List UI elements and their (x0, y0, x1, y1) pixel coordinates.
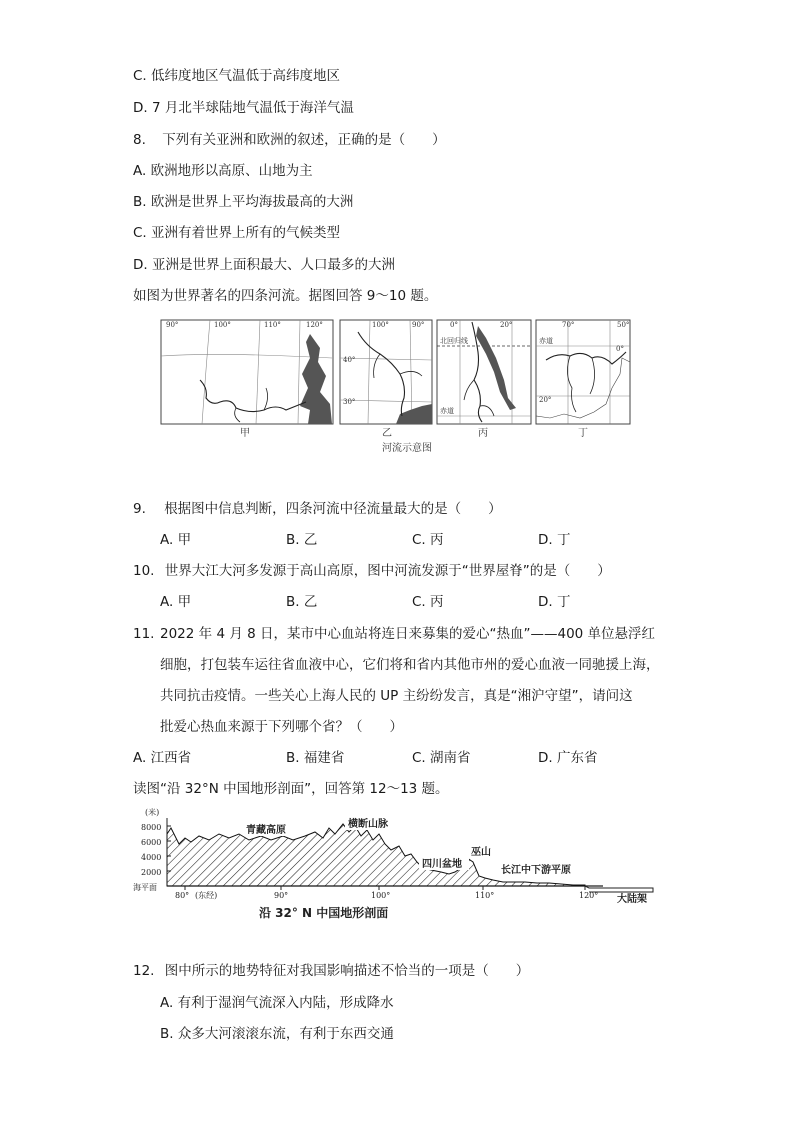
q7-option-d: D. 7 月北半球陆地气温低于海洋气温 (133, 100, 354, 116)
x-tick-110: 110° (475, 891, 495, 900)
yi-tick-40: 40° (343, 356, 356, 364)
ding-tick-50: 50° (617, 321, 630, 329)
q9-option-c: C. 丙 (412, 532, 444, 548)
ding-tick-70: 70° (562, 321, 575, 329)
q11-option-b: B. 福建省 (286, 750, 345, 766)
q8-option-a: A. 欧洲地形以高原、山地为主 (133, 163, 313, 179)
jia-tick-120: 120° (306, 321, 323, 329)
q8-number: 8. (133, 132, 146, 148)
yi-tick-100: 100° (372, 321, 389, 329)
q12-number: 12. (133, 963, 155, 979)
y-unit: (米) (145, 808, 160, 817)
bing-tropic-label: 北回归线 (440, 337, 468, 345)
q12-option-b: B. 众多大河滚滚东流，有利于东西交通 (160, 1026, 394, 1042)
label-hengduan-mountains: 横断山脉 (348, 819, 388, 830)
label-qingzang-plateau: 青藏高原 (246, 825, 286, 836)
y-tick-6000: 6000 (141, 838, 162, 847)
y-tick-4000: 4000 (141, 853, 162, 862)
q11-number: 11. (133, 626, 155, 642)
q8-option-b: B. 欧洲是世界上平均海拔最高的大洲 (133, 194, 354, 210)
x-tick-80: 80° (175, 891, 190, 900)
q9-option-d: D. 丁 (538, 532, 571, 548)
q9-question (133, 500, 502, 518)
yi-tick-30: 30° (343, 398, 356, 406)
intro-9-10: 如图为世界著名的四条河流。据图回答 9～10 题。 (133, 288, 438, 304)
x-tick-100: 100° (371, 891, 391, 900)
q12-question (133, 962, 529, 980)
panel-label-yi: 乙 (382, 428, 392, 439)
y-tick-2000: 2000 (141, 868, 162, 877)
ding-tick-20: 20° (539, 396, 552, 404)
q10-option-b: B. 乙 (286, 594, 318, 610)
x-tick-120: 120° (579, 891, 599, 900)
x-tick-90: 90° (274, 891, 289, 900)
panel-label-jia: 甲 (240, 428, 250, 439)
q7-option-c: C. 低纬度地区气温低于高纬度地区 (133, 68, 341, 84)
q11-line-1: 2022 年 4 月 8 日，某市中心血站将连日来募集的爱心“热血”——400 单位悬浮红 (160, 626, 656, 642)
q11-line-3: 共同抗击疫情。一些关心上海人民的 UP 主纷纷发言，真是“湘沪守望”，请问这 (160, 688, 633, 704)
q10-option-a: A. 甲 (160, 594, 192, 610)
intro-12-13: 读图“沿 32°N 中国地形剖面”，回答第 12～13 题。 (133, 781, 449, 797)
ding-equator-label: 赤道 (539, 337, 553, 345)
q8-option-c: C. 亚洲有着世界上所有的气候类型 (133, 225, 341, 241)
q10-number: 10. (133, 563, 155, 579)
q11-line-4: 批爱心热血来源于下列哪个省？（ ） (160, 719, 403, 735)
panel-label-ding: 丁 (578, 428, 588, 439)
label-wushan: 巫山 (471, 847, 491, 858)
river-panel-bing (437, 320, 531, 439)
label-sichuan-basin: 四川盆地 (422, 859, 462, 870)
river-figure-caption: 河流示意图 (382, 443, 432, 454)
bing-equator-label: 赤道 (440, 407, 454, 415)
q9-stem: 根据图中信息判断，四条河流中径流量最大的是（ ） (164, 501, 502, 517)
label-yangtze-plain: 长江中下游平原 (501, 865, 571, 876)
q12-option-a: A. 有利于湿润气流深入内陆，形成降水 (160, 995, 394, 1011)
terrain-profile-figure (133, 806, 663, 926)
q11-line-2: 细胞，打包装车运往省血液中心，它们将和省内其他市州的爱心血液一同驰援上海， (160, 657, 660, 673)
panel-label-bing: 丙 (478, 428, 488, 439)
river-panel-yi (340, 320, 432, 439)
q9-option-b: B. 乙 (286, 532, 318, 548)
q12-stem: 图中所示的地势特征对我国影响描述不恰当的一项是（ ） (164, 963, 530, 979)
jia-tick-100: 100° (214, 321, 231, 329)
river-panel-jia (161, 320, 333, 439)
bing-tick-20: 20° (500, 321, 513, 329)
jia-tick-110: 110° (264, 321, 281, 329)
q11-option-d: D. 广东省 (538, 750, 598, 766)
label-continental-shelf: 大陆架 (617, 894, 647, 905)
river-panel-ding (536, 320, 630, 439)
q9-option-a: A. 甲 (160, 532, 192, 548)
q11-option-c: C. 湖南省 (412, 750, 471, 766)
q8-option-d: D. 亚洲是世界上面积最大、人口最多的大洲 (133, 257, 395, 273)
q9-number: 9. (133, 501, 146, 517)
q10-option-c: C. 丙 (412, 594, 444, 610)
q8-stem: 下列有关亚洲和欧洲的叙述，正确的是（ ） (162, 132, 446, 148)
q11-option-a: A. 江西省 (133, 750, 192, 766)
yi-tick-90: 90° (412, 321, 425, 329)
y-tick-8000: 8000 (141, 823, 162, 832)
river-figure (160, 318, 632, 458)
jia-tick-90: 90° (166, 321, 179, 329)
q10-question (133, 562, 611, 580)
q8-question (133, 131, 446, 149)
y-tick-sea-level: 海平面 (133, 883, 157, 892)
x-unit: (东经) (195, 891, 218, 900)
bing-tick-0: 0° (450, 321, 458, 329)
q10-stem: 世界大江大河多发源于高山高原，图中河流发源于“世界屋脊”的是（ ） (164, 563, 611, 579)
q10-option-d: D. 丁 (538, 594, 571, 610)
ding-tick-0: 0° (616, 345, 624, 353)
terrain-profile-title: 沿 32° N 中国地形剖面 (259, 906, 389, 920)
